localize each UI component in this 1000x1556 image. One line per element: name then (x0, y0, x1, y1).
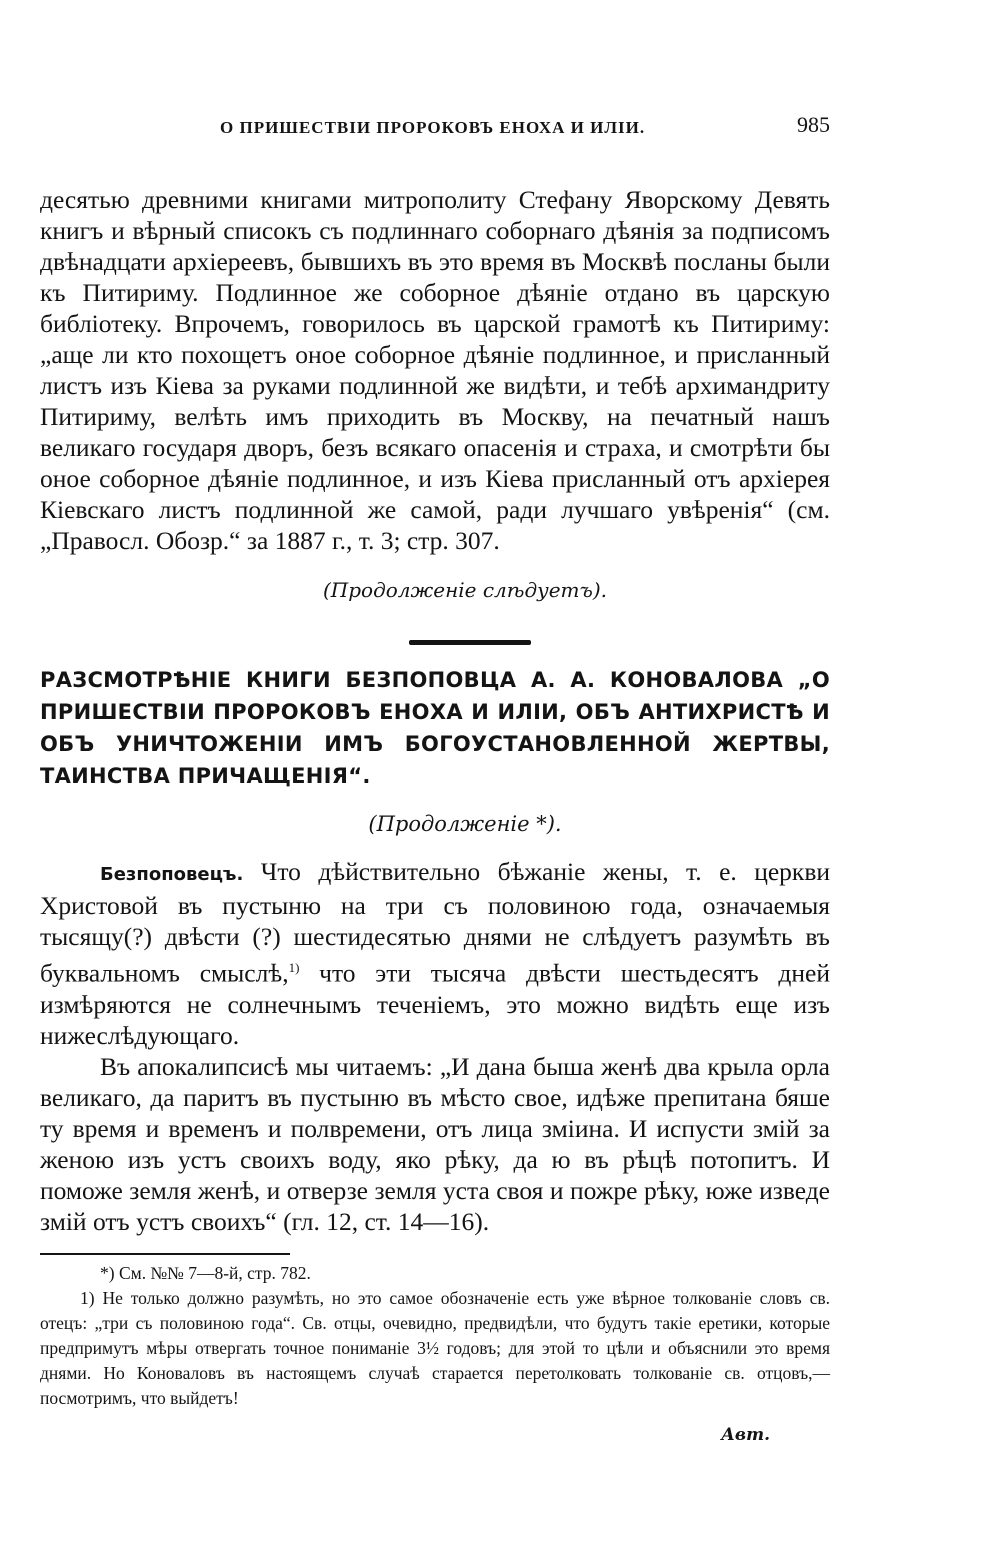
footnote-star: *) См. №№ 7—8-й, стр. 782. (100, 1262, 311, 1283)
running-title: О ПРИШЕСТВІИ ПРОРОКОВЪ ЕНОХА И ИЛІИ. (220, 118, 646, 137)
section-divider (40, 630, 830, 644)
paragraph-2: Въ апокалипсисѣ мы читаемъ: „И дана быша женѣ два крыла орла великаго, да паритъ въ пустыню въ мѣсто свое, идѣже препитана бяше ту время и временъ и полвремени, отъ лица зміина. И испусти змій за женою изъ устъ своихъ воду, яко рѣку, да ю въ рѣцѣ потопитъ. И поможе земля женѣ, и отверзе земля уста своя и пожре рѣку, юже изведе змій отъ устъ своихъ“ (гл. 12, ст. 14—16). (40, 1051, 830, 1236)
article-title: РАЗСМОТРѢНІЕ КНИГИ БЕЗПОПОВЦА А. А. КОНОВАЛОВА „О ПРИШЕСТВІИ ПРОРОКОВЪ ЕНОХА И ИЛІИ, ОБЪ АНТИХРИСТѢ И ОБЪ УНИЧТОЖЕНІИ ИМЪ БОГОУСТАНОВЛЕННОЙ ЖЕРТВЫ, ТАИНСТВА ПРИЧАЩЕНІЯ“. (40, 668, 830, 788)
footnote-one: 1) Не только должно разумѣть, но это самое обозначеніе есть уже вѣрное толкованіе словъ св. отецъ: „три съ половиною года“. Св. отцы, очевидно, предвидѣли, что будутъ такіе еретики, которые предпримутъ мѣры отвергать точное пониманіе 3½ годовъ; для этой то цѣли и объяснили это время днями. Но Коноваловъ въ настоящемъ случаѣ старается перетолковать толкованіе св. отцовъ,— посмотримъ, что выйдетъ! (40, 1287, 830, 1408)
continuation-note: (Продолженіе *). (368, 812, 562, 836)
footnote-rule (40, 1253, 290, 1255)
preceding-article-text: десятью древними книгами митрополиту Стефану Яворскому Девять книгъ и вѣрный списокъ съ подлиннаго соборнаго дѣянія за подписомъ двѣнадцати архіереевъ, бывшихъ въ это время въ Москвѣ посланы были къ Питириму. Подлинное же соборное дѣяніе отдано въ царскую библіотеку. Впрочемъ, говорилось въ царской грамотѣ къ Питириму: „аще ли кто похощетъ оное соборное дѣяніе подлинное, и присланный листъ изъ Кіева за руками подлинной же видѣти, и тебѣ архимандриту Питириму, велѣть имъ приходить въ Москву, на печатный нашъ великаго государя дворъ, безъ всякаго опасенія и страха, и смотрѣти бы оное соборное дѣяніе подлинное, и изъ Кіева присланный отъ архіерея Кіевскаго листъ подлинной же самой, ради лучшаго увѣренія“ (см. „Правосл. Обозр.“ за 1887 г., т. 3; стр. 307. (40, 185, 830, 555)
speaker-label: Безпоповецъ. (100, 864, 244, 885)
page-number: 985 (797, 112, 830, 137)
divider-rule (409, 640, 531, 645)
author-signature: Авт. (721, 1424, 770, 1445)
to-be-continued-note: (Продолженіе слѣдуетъ). (322, 578, 608, 602)
paragraph-1 (40, 856, 830, 1051)
paragraph-1-text-b: что эти тысяча двѣсти шестьдесятъ дней измѣряются не солнечнымъ теченіемъ, это можно видѣть еще изъ нижеслѣдующаго. (40, 958, 831, 1050)
page (40, 110, 830, 1445)
footnote-mark: 1) (288, 960, 300, 975)
running-head (40, 110, 830, 146)
paragraph-1-text-a: Что дѣйствительно бѣжаніе жены, т. е. церкви Христовой въ пустыню на три съ половиною года, означаемыя тысящу(?) двѣсти (?) шестидесятью днями не слѣдуетъ разумѣть въ буквальномъ смыслѣ, (40, 857, 831, 988)
